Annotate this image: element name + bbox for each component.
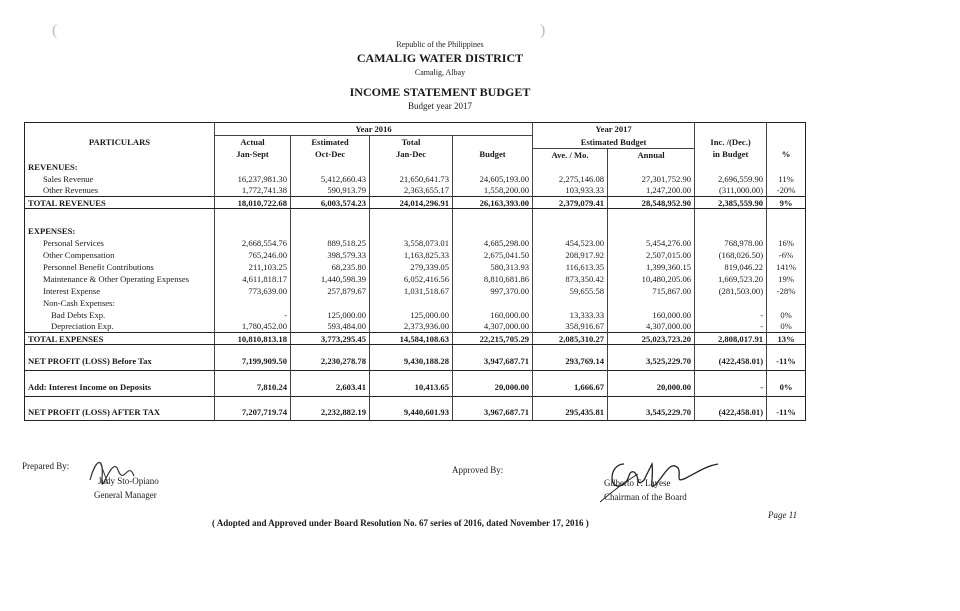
- cell-value: 2,275,146.08: [533, 173, 608, 185]
- col-in-budget: in Budget: [695, 148, 767, 161]
- cell-value: 125,000.00: [370, 309, 453, 321]
- cell-value: 10,480,205.06: [608, 273, 695, 285]
- cell-value: 208,917.92: [533, 249, 608, 261]
- row-other-revenues: [25, 185, 806, 197]
- cell-value: 358,916.67: [533, 321, 608, 333]
- cell-value: 765,246.00: [215, 249, 291, 261]
- section-label: Non-Cash Expenses:: [43, 297, 115, 308]
- cell-value: 4,685,298.00: [453, 237, 533, 249]
- cell-value: 13,333.33: [533, 309, 608, 321]
- col-particulars: PARTICULARS: [88, 136, 151, 147]
- cell-value: 1,669,523.20: [695, 273, 767, 285]
- cell-value: 2,373,936.00: [370, 321, 453, 333]
- district-name: CAMALIG WATER DISTRICT: [356, 51, 524, 65]
- col-inc-dec: Inc. /(Dec.): [695, 136, 767, 149]
- col-annual: Annual: [608, 148, 695, 161]
- cell-value: (281,503.00): [695, 285, 767, 297]
- cell-value: 160,000.00: [453, 309, 533, 321]
- cell-value: 0%: [767, 321, 806, 333]
- header-row-1: [25, 123, 806, 136]
- cell-value: 0%: [767, 379, 806, 397]
- row-total-expenses: [25, 333, 806, 345]
- cell-value: -: [695, 309, 767, 321]
- page-number: Page 11: [768, 510, 798, 520]
- row-bad-debts: [25, 309, 806, 321]
- cell-value: 5,412,660.43: [291, 173, 370, 185]
- section-expenses: [25, 225, 806, 237]
- cell-value: 773,639.00: [215, 285, 291, 297]
- cell-value: 59,655.58: [533, 285, 608, 297]
- row-interest-income: [25, 379, 806, 397]
- cell-value: -20%: [767, 185, 806, 197]
- cell-value: 125,000.00: [291, 309, 370, 321]
- row-label: Interest Expense: [43, 285, 101, 296]
- budget-year: Budget year 2017: [408, 101, 472, 111]
- cell-value: (168,026.50): [695, 249, 767, 261]
- row-label: Personnel Benefit Contributions: [43, 261, 154, 272]
- cell-value: 590,913.79: [291, 185, 370, 197]
- row-maintenance: [25, 273, 806, 285]
- cell-value: 1,031,518.67: [370, 285, 453, 297]
- cell-value: 7,207,719.74: [215, 405, 291, 421]
- cell-value: 398,579.33: [291, 249, 370, 261]
- cell-value: 116,613.35: [533, 261, 608, 273]
- col-total-period: Jan-Dec: [370, 148, 453, 161]
- cell-value: -11%: [767, 405, 806, 421]
- cell-value: 2,507,015.00: [608, 249, 695, 261]
- spacer-row: [25, 371, 806, 379]
- col-percent: %: [767, 148, 806, 161]
- cell-value: 28,548,952.90: [608, 197, 695, 209]
- row-personal-services: [25, 237, 806, 249]
- col-year-2016: Year 2016: [215, 123, 533, 136]
- cell-value: 873,350.42: [533, 273, 608, 285]
- cell-value: 22,215,705.29: [453, 333, 533, 345]
- row-label: Depreciation Exp.: [51, 321, 114, 332]
- col-estimated: Estimated: [291, 136, 370, 149]
- cell-value: 1,772,741.38: [215, 185, 291, 197]
- row-depreciation: [25, 321, 806, 333]
- cell-value: 1,558,200.00: [453, 185, 533, 197]
- preparer-title: General Manager: [94, 490, 157, 500]
- approver-name: Gilberto F. Layese: [604, 478, 671, 488]
- section-label: EXPENSES:: [28, 225, 76, 236]
- spacer-row: [25, 209, 806, 225]
- cell-value: 1,440,598.39: [291, 273, 370, 285]
- row-label: NET PROFIT (LOSS) Before Tax: [28, 356, 152, 367]
- cell-value: 3,525,229.70: [608, 353, 695, 371]
- cell-value: 13%: [767, 333, 806, 345]
- row-total-revenues: [25, 197, 806, 209]
- cell-value: 26,163,393.00: [453, 197, 533, 209]
- cell-value: 11%: [767, 173, 806, 185]
- cell-value: 293,769.14: [533, 353, 608, 371]
- row-sales-revenue: [25, 173, 806, 185]
- row-label: Other Compensation: [43, 249, 115, 260]
- cell-value: 16,237,981.30: [215, 173, 291, 185]
- cell-value: 997,370.00: [453, 285, 533, 297]
- cell-value: 3,967,687.71: [453, 405, 533, 421]
- row-label: Other Revenues: [43, 185, 99, 196]
- cell-value: 18,010,722.68: [215, 197, 291, 209]
- cell-value: 4,611,818.17: [215, 273, 291, 285]
- preparer-name: Judy Sto-Opiano: [98, 476, 159, 486]
- cell-value: 10,810,813.18: [215, 333, 291, 345]
- cell-value: 20,000.00: [608, 379, 695, 397]
- cell-value: 6,003,574.23: [291, 197, 370, 209]
- cell-value: 2,696,559.90: [695, 173, 767, 185]
- row-label: Personal Services: [43, 237, 104, 248]
- row-label: Maintenance & Other Operating Expenses: [43, 273, 190, 284]
- cell-value: 3,947,687.71: [453, 353, 533, 371]
- cell-value: 19%: [767, 273, 806, 285]
- cell-value: 25,023,723.20: [608, 333, 695, 345]
- cell-value: 103,933.33: [533, 185, 608, 197]
- section-label: REVENUES:: [28, 161, 78, 172]
- statement-title: INCOME STATEMENT BUDGET: [349, 85, 531, 99]
- section-revenues: [25, 161, 806, 173]
- cell-value: 3,773,295.45: [291, 333, 370, 345]
- cell-value: 2,230,278.78: [291, 353, 370, 371]
- cell-value: 20,000.00: [453, 379, 533, 397]
- cell-value: 819,046.22: [695, 261, 767, 273]
- cell-value: (422,458.01): [695, 405, 767, 421]
- col-estimated-period: Oct-Dec: [291, 148, 370, 161]
- row-net-before-tax: [25, 353, 806, 371]
- cell-value: 2,603.41: [291, 379, 370, 397]
- col-total: Total: [370, 136, 453, 149]
- cell-value: 1,780,452.00: [215, 321, 291, 333]
- board-resolution-note: ( Adopted and Approved under Board Resolution No. 67 series of 2016, dated November 17, 2016 ): [212, 518, 589, 528]
- spacer-row: [25, 397, 806, 405]
- cell-value: 6,052,416.56: [370, 273, 453, 285]
- cell-value: -28%: [767, 285, 806, 297]
- col-actual: Actual: [215, 136, 291, 149]
- cell-value: -: [695, 321, 767, 333]
- cell-value: -: [215, 309, 291, 321]
- cell-value: 3,545,229.70: [608, 405, 695, 421]
- cell-value: 279,339.05: [370, 261, 453, 273]
- cell-value: 1,247,200.00: [608, 185, 695, 197]
- cell-value: 295,435.81: [533, 405, 608, 421]
- cell-value: 2,363,655.17: [370, 185, 453, 197]
- cell-value: 24,014,296.91: [370, 197, 453, 209]
- row-label: NET PROFIT (LOSS) AFTER TAX: [28, 407, 161, 418]
- cell-value: 4,307,000.00: [608, 321, 695, 333]
- col-estimated-budget: Estimated Budget: [533, 136, 695, 149]
- cell-value: 768,978.00: [695, 237, 767, 249]
- row-interest-expense: [25, 285, 806, 297]
- cell-value: 9%: [767, 197, 806, 209]
- cell-value: 141%: [767, 261, 806, 273]
- cell-value: 160,000.00: [608, 309, 695, 321]
- cell-value: 580,313.93: [453, 261, 533, 273]
- cell-value: 2,668,554.76: [215, 237, 291, 249]
- cell-value: 715,867.00: [608, 285, 695, 297]
- cell-value: 24,605,193.00: [453, 173, 533, 185]
- row-label: Sales Revenue: [43, 173, 94, 184]
- cell-value: 4,307,000.00: [453, 321, 533, 333]
- cell-value: (311,000.00): [695, 185, 767, 197]
- approved-by-label: Approved By:: [452, 465, 504, 475]
- cell-value: 454,523.00: [533, 237, 608, 249]
- prepared-by-label: Prepared By:: [22, 461, 70, 471]
- cell-value: 10,413.65: [370, 379, 453, 397]
- budget-table: [24, 122, 806, 421]
- scan-mark-right: ): [540, 22, 546, 39]
- row-label: TOTAL EXPENSES: [25, 333, 215, 345]
- cell-value: 2,085,310.27: [533, 333, 608, 345]
- cell-value: 211,103.25: [215, 261, 291, 273]
- cell-value: 2,675,041.50: [453, 249, 533, 261]
- cell-value: 7,199,909.50: [215, 353, 291, 371]
- cell-value: 27,301,752.90: [608, 173, 695, 185]
- cell-value: -: [695, 379, 767, 397]
- cell-value: 3,558,073.01: [370, 237, 453, 249]
- cell-value: -11%: [767, 353, 806, 371]
- cell-value: 1,666.67: [533, 379, 608, 397]
- row-label: Add: Interest Income on Deposits: [28, 382, 152, 393]
- cell-value: 2,385,559.90: [695, 197, 767, 209]
- row-other-compensation: [25, 249, 806, 261]
- cell-value: 2,232,882.19: [291, 405, 370, 421]
- cell-value: 16%: [767, 237, 806, 249]
- cell-value: 68,235.80: [291, 261, 370, 273]
- approver-title: Chairman of the Board: [604, 492, 687, 502]
- cell-value: 2,379,079.41: [533, 197, 608, 209]
- cell-value: 7,810.24: [215, 379, 291, 397]
- cell-value: 0%: [767, 309, 806, 321]
- cell-value: 9,440,601.93: [370, 405, 453, 421]
- cell-value: 14,584,108.63: [370, 333, 453, 345]
- cell-value: 1,399,360.15: [608, 261, 695, 273]
- cell-value: 257,879.67: [291, 285, 370, 297]
- row-personnel-benefit: [25, 261, 806, 273]
- cell-value: 8,810,681.86: [453, 273, 533, 285]
- cell-value: 889,518.25: [291, 237, 370, 249]
- cell-value: 5,454,276.00: [608, 237, 695, 249]
- col-actual-period: Jan-Sept: [215, 148, 291, 161]
- republic-line: Republic of the Philippines: [396, 40, 484, 49]
- cell-value: -6%: [767, 249, 806, 261]
- cell-value: 21,650,641.73: [370, 173, 453, 185]
- cell-value: 1,163,825.33: [370, 249, 453, 261]
- spacer-row: [25, 345, 806, 353]
- scan-mark-left: (: [52, 22, 58, 39]
- district-location: Camalig, Albay: [414, 68, 466, 77]
- row-label: Bad Debts Exp.: [51, 309, 106, 320]
- cell-value: 593,484.00: [291, 321, 370, 333]
- row-net-after-tax: [25, 405, 806, 421]
- cell-value: 2,808,017.91: [695, 333, 767, 345]
- col-ave-mo: Ave. / Mo.: [533, 148, 608, 161]
- row-label: TOTAL REVENUES: [25, 197, 215, 209]
- col-budget: Budget: [453, 148, 533, 161]
- cell-value: (422,458.01): [695, 353, 767, 371]
- section-noncash: [25, 297, 806, 309]
- col-year-2017: Year 2017: [533, 123, 695, 136]
- cell-value: 9,430,188.28: [370, 353, 453, 371]
